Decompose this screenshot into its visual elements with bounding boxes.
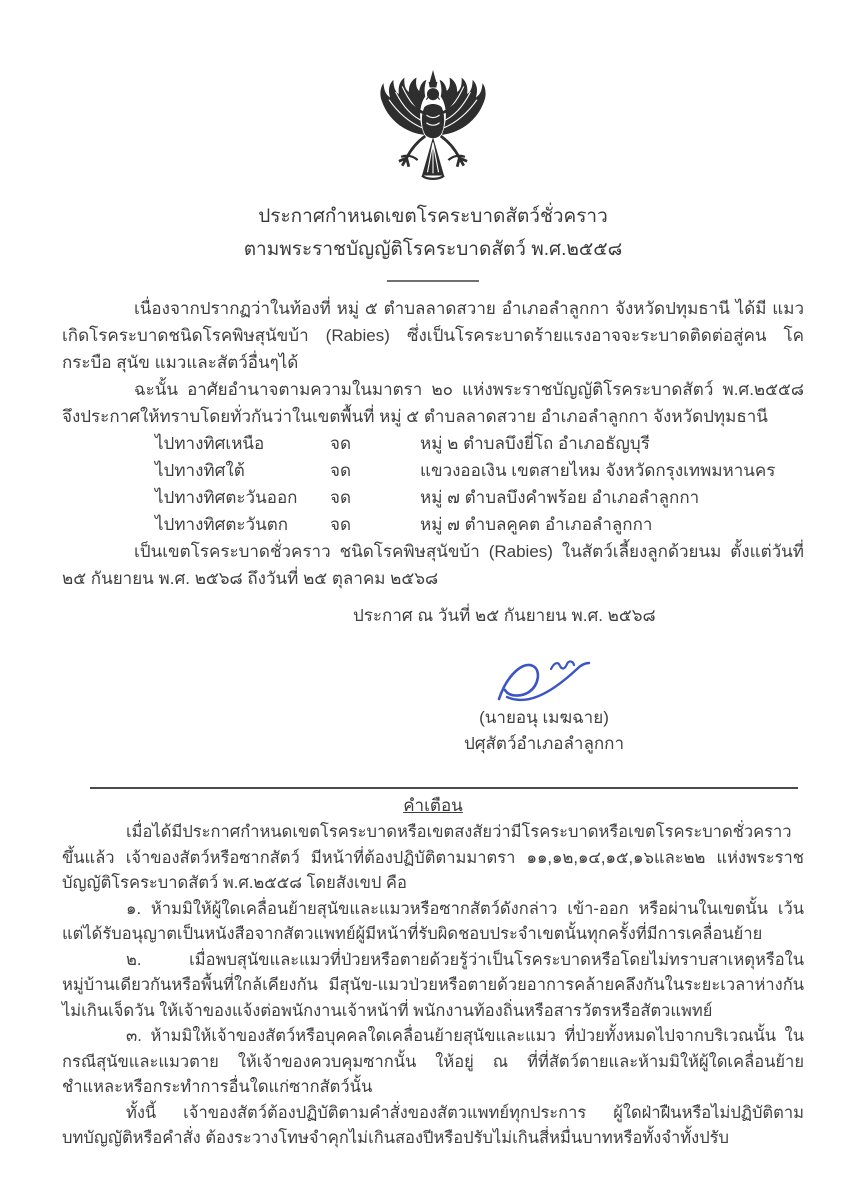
paragraph-epidemic-period: เป็นเขตโรคระบาดชั่วคราว ชนิดโรคพิษสุนัขบ้า (Rabies) ในสัตว์เลี้ยงลูกด้วยนม ตั้งแต่วันที่ ๒๕ กันยายน พ.ศ. ๒๕๖๘ ถึงวันที่ ๒๕ ตุลาคม ๒๕๖๘ bbox=[62, 542, 804, 588]
document-title-line1: ประกาศกำหนดเขตโรคระบาดสัตว์ชั่วคราว bbox=[258, 206, 608, 227]
warning-divider bbox=[90, 787, 798, 789]
warning-item-2: ๒. เมื่อพบสุนัขและแมวที่ป่วยหรือตายด้วยรู้ว่าเป็นโรคระบาดหรือโดยไม่ทราบสาเหตุหรือในหมู่บ้านเดียวกันหรือพื้นที่ใกล้เคียงกัน มีสุนัข-แมวป่วยหรือตายด้วยอาการคล้ายคลึงกันในระยะเวลาห่างกันไม่เกินเจ็ดวัน ให้เจ้าของแจ้งต่อพนักงานเจ้าหน้าที่ พนักงานท้องถิ่นหรือสารวัตรหรือสัตวแพทย์ bbox=[62, 950, 804, 1020]
boundary-direction: ไปทางทิศตะวันออก bbox=[155, 488, 298, 507]
boundary-place: หมู่ ๗ ตำบลบึงคำพร้อย อำเภอลำลูกกา bbox=[420, 488, 700, 507]
boundary-row-north bbox=[155, 430, 804, 457]
signer-position: ปศุสัตว์อำเภอลำลูกกา bbox=[463, 734, 625, 753]
warning-closing: ทั้งนี้ เจ้าของสัตว์ต้องปฏิบัติตามคำสั่งของสัตวแพทย์ทุกประการ ผู้ใดฝ่าฝืนหรือไม่ปฏิบัติตามบทบัญญัติหรือคำสั่ง ต้องระวางโทษจำคุกไม่เกินสองปีหรือปรับไม่เกินสี่หมื่นบาทหรือทั้งจำทั้งปรับ bbox=[62, 1103, 804, 1147]
warning-heading: คำเตือน bbox=[403, 796, 463, 815]
boundary-place: หมู่ ๗ ตำบลคูคต อำเภอลำลูกกา bbox=[420, 515, 653, 534]
boundary-direction: ไปทางทิศใต้ bbox=[155, 461, 245, 480]
signature-block bbox=[414, 653, 674, 757]
issued-date-line: ประกาศ ณ วันที่ ๒๕ กันยายน พ.ศ. ๒๕๖๘ bbox=[353, 606, 656, 625]
boundary-joins: จด bbox=[330, 461, 352, 480]
boundary-direction: ไปทางทิศเหนือ bbox=[155, 434, 265, 453]
warning-item-1: ๑. ห้ามมิให้ผู้ใดเคลื่อนย้ายสุนัขและแมวหรือซากสัตว์ดังกล่าว เข้า-ออก หรือผ่านในเขตนั้น เว้นแต่ได้รับอนุญาตเป็นหนังสือจากสัตวแพทย์ผู้มีหน้าที่รับผิดชอบประจำเขตนั้นทุกครั้งที่มีการเคลื่อนย้าย bbox=[62, 899, 804, 943]
boundary-row-south bbox=[155, 457, 804, 484]
signature-ink-icon bbox=[489, 653, 599, 711]
warning-intro: เมื่อได้มีประกาศกำหนดเขตโรคระบาดหรือเขตสงสัยว่ามีโรคระบาดหรือเขตโรคระบาดชั่วคราวขึ้นแล้ว เจ้าของสัตว์หรือซากสัตว์ มีหน้าที่ต้องปฏิบัติตามมาตรา ๑๑,๑๒,๑๔,๑๕,๑๖และ๒๒ แห่งพระราชบัญญัติโรคระบาดสัตว์ พ.ศ.๒๕๕๘ โดยสังเขป คือ bbox=[62, 823, 804, 892]
warning-item-3: ๓. ห้ามมิให้เจ้าของสัตว์หรือบุคคลใดเคลื่อนย้ายสุนัขและแมว ที่ป่วยทั้งหมดไปจากบริเวณนั้น ในกรณีสุนัขและแมวตาย ให้เจ้าของควบคุมซากนั้น ให้อยู่ ณ ที่ที่สัตว์ตายและห้ามมิให้ผู้ใดเคลื่อนย้าย ชำแหละหรือกระทำการอื่นใดแก่ซากสัตว์นั้น bbox=[62, 1027, 804, 1096]
warning-section bbox=[62, 820, 804, 1152]
signer-name: (นายอนุ เมฆฉาย) bbox=[479, 708, 609, 727]
boundary-row-west bbox=[155, 511, 804, 538]
document-body bbox=[62, 295, 804, 629]
boundary-joins: จด bbox=[330, 488, 352, 507]
title-divider bbox=[387, 280, 479, 282]
boundary-place: แขวงออเงิน เขตสายไหม จังหวัดกรุงเทพมหานคร bbox=[420, 461, 776, 480]
boundary-joins: จด bbox=[330, 515, 352, 534]
boundary-joins: จด bbox=[330, 434, 352, 453]
boundary-place: หมู่ ๒ ตำบลบึงยี่โถ อำเภอธัญบุรี bbox=[420, 434, 650, 453]
paragraph-outbreak-origin: เนื่องจากปรากฏว่าในท้องที่ หมู่ ๕ ตำบลลาดสวาย อำเภอลำลูกกา จังหวัดปทุมธานี ได้มี แมวเกิดโรคระบาดชนิดโรคพิษสุนัขบ้า (Rabies) ซึ่งเป็นโรคระบาดร้ายแรงอาจจะระบาดติดต่อสู่คน โค กระบือ สุนัข แมวและสัตว์อื่นๆได้ bbox=[62, 299, 804, 372]
garuda-emblem-icon bbox=[367, 66, 499, 196]
document-title-line2: ตามพระราชบัญญัติโรคระบาดสัตว์ พ.ศ.๒๕๕๘ bbox=[243, 239, 623, 260]
boundary-direction: ไปทางทิศตะวันตก bbox=[155, 515, 289, 534]
boundary-row-east bbox=[155, 484, 804, 511]
paragraph-authority: ฉะนั้น อาศัยอำนาจตามความในมาตรา ๒๐ แห่งพระราชบัญญัติโรคระบาดสัตว์ พ.ศ.๒๕๕๘ จึงประกาศให้ทราบโดยทั่วกันว่าในเขตพื้นที่ หมู่ ๕ ตำบลลาดสวาย อำเภอลำลูกกา จังหวัดปทุมธานี bbox=[62, 380, 804, 426]
